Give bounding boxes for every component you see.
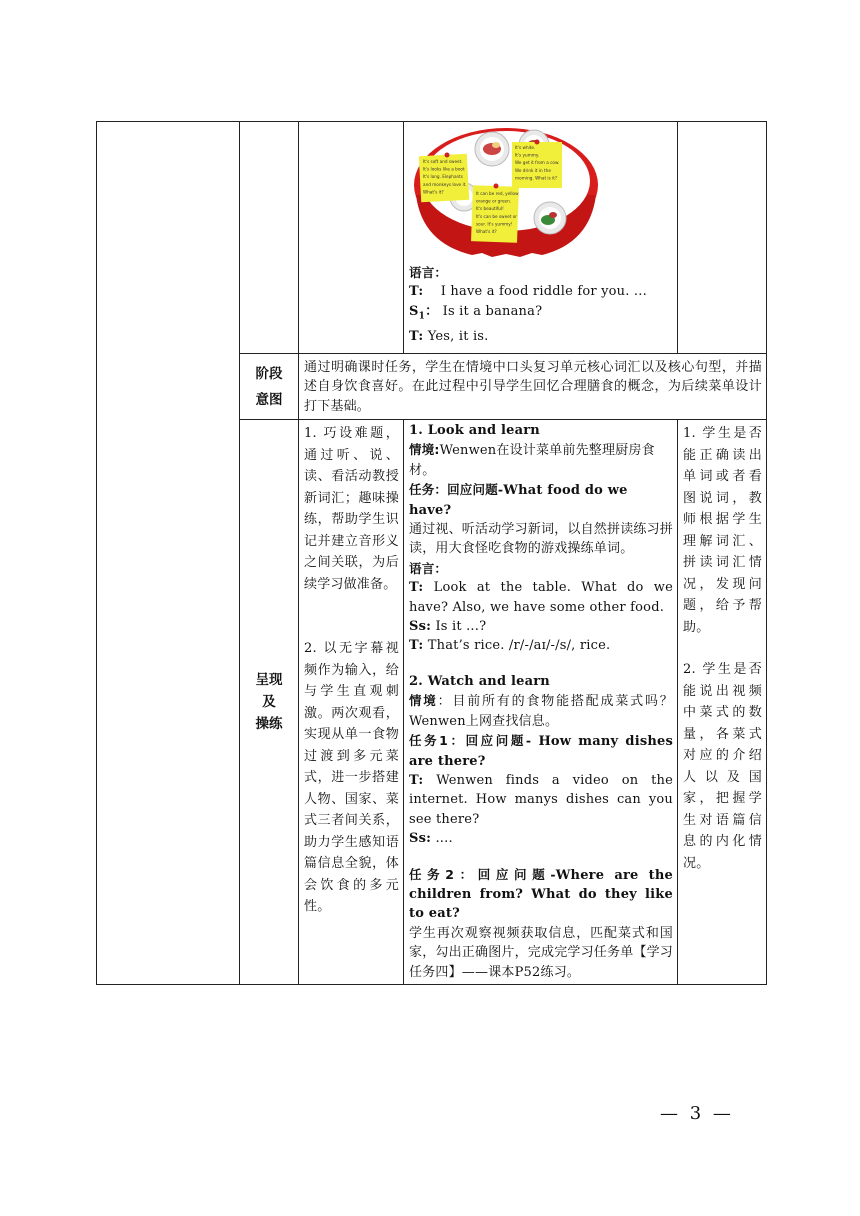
activity-2-task-1-line-2 xyxy=(409,829,673,848)
stage-intent-cell xyxy=(299,354,767,420)
activity-cell xyxy=(404,420,678,985)
riddle-note-line: It can be red, yellow xyxy=(476,191,519,196)
riddle-note-line: and monkeys love it. xyxy=(423,181,467,187)
speaker-label: T: xyxy=(409,638,424,654)
riddle-note-line: It's long. Elephants xyxy=(423,174,463,180)
evaluation-2: 2. 学生是否能说出视频中菜式的数量，各菜式对应的介绍人以及国家，把握学生对语篇信息的内化情况。 xyxy=(683,662,762,871)
stage-cell-empty xyxy=(240,122,299,354)
speech-text: That’s rice. /r/-/aɪ/-/s/, rice. xyxy=(423,638,611,654)
speaker-label: T: xyxy=(409,772,424,788)
speaker-label: Ss: xyxy=(409,619,432,635)
speaker-subscript: 1 xyxy=(418,311,426,322)
riddle-note-line: morning. What is it? xyxy=(515,175,558,181)
intent-cell-empty xyxy=(299,122,404,354)
activity-2-title: 2. Watch and learn xyxy=(409,673,550,689)
riddle-note-line: orange or green. xyxy=(476,198,512,204)
riddle-note-line: It's soft and sweet. xyxy=(423,159,463,164)
lesson-table xyxy=(96,121,767,985)
speech-text: Is it ...? xyxy=(431,619,487,635)
activity-1-task-text: 通过视、听活动学习新词，以自然拼读练习拼读，用大食怪吃食物的游戏操练单词。 xyxy=(409,522,674,557)
stage-label-line: 操练 xyxy=(255,715,283,732)
task-label: 任务：回应问题- xyxy=(409,482,504,498)
food-riddle-table-illustration xyxy=(412,125,600,259)
speaker-label: Ss: xyxy=(409,831,432,847)
language-label: 语言： xyxy=(409,265,448,280)
speech-text: Wenwen finds a video on the internet. How manys dishes can you see there? xyxy=(409,772,673,827)
design-intent-1: 1. 巧设难题，通过听、说、读、看活动教授新词汇；趣味操练，帮助学生识记并建立音形义之间关联，为后续学习做准备。 xyxy=(304,426,399,592)
speech-text: I have a food riddle for you. ... xyxy=(440,284,647,300)
task-question: How many dishes are there? xyxy=(409,734,673,769)
evaluation-cell xyxy=(678,420,767,985)
stage-intent-text: 通过明确课时任务，学生在情境中口头复习单元核心词汇以及核心句型，并描述自身饮食喜好。在此过程中引导学生回忆合理膳食的概念，为后续菜单设计打下基础。 xyxy=(304,359,762,414)
context-text: ：目前所有的食物能搭配成菜式吗？Wenwen上网查找信息。 xyxy=(409,694,673,729)
activity-2-task-1-line-1 xyxy=(409,771,673,829)
task-question: What food do we have? xyxy=(409,483,628,518)
context-text: Wenwen在设计菜单前先整理厨房食材。 xyxy=(409,443,655,478)
speaker-label: T: xyxy=(409,580,424,596)
evaluation-1: 1. 学生是否能正确读出单词或者看图说词，教师根据学生理解词汇、拼读词汇情况，发现问题，给予帮助。 xyxy=(683,426,762,635)
activity-2-context xyxy=(409,691,673,731)
stage-label-cell xyxy=(240,354,299,420)
activity-2-task-2 xyxy=(409,865,673,924)
activity-1-line-2 xyxy=(409,617,673,636)
table-row-riddle xyxy=(97,122,767,354)
stage-label-line: 意图 xyxy=(255,391,283,408)
speech-text: Is it a banana? xyxy=(442,303,543,319)
task-question: Where are the children from? What do they like to eat? xyxy=(409,867,674,922)
riddle-note-line: It's yummy. xyxy=(515,152,540,158)
riddle-note-line: It's beautiful! xyxy=(476,206,504,212)
riddle-note-line: We drink it in the xyxy=(515,167,551,173)
stage-label-cell xyxy=(240,420,299,985)
speaker-label: T: xyxy=(409,328,424,344)
riddle-note-line: It's can be sweet or xyxy=(476,213,517,219)
stage-label-line: 呈现 xyxy=(255,671,283,688)
eval-cell-empty xyxy=(678,122,767,354)
stage-label-line: 阶段 xyxy=(255,365,283,382)
design-intent-cell xyxy=(299,420,404,985)
design-intent-2: 2. 以无字幕视频作为输入，给与学生直观刺激。两次观看，实现从单一食物过渡到多元菜式，进一步搭建人物、国家、菜式三者间关系，助力学生感知语篇信息全貌，体会饮食的多元性。 xyxy=(304,641,399,914)
context-label: 情境 xyxy=(409,693,438,709)
activity-2-task-1 xyxy=(409,731,673,771)
riddle-line-2 xyxy=(409,302,673,327)
blank-column-cell xyxy=(97,122,240,985)
activity-cell-riddle xyxy=(404,122,678,354)
activity-1-line-1 xyxy=(409,578,673,617)
riddle-note-line: What's it? xyxy=(423,189,444,195)
activity-1-line-3 xyxy=(409,636,673,655)
stage-label-line: 及 xyxy=(262,693,276,710)
riddle-note-line: What's it? xyxy=(476,229,497,234)
riddle-note-line: sour. It's yummy! xyxy=(476,221,513,227)
speaker-colon: ： xyxy=(425,303,439,319)
riddle-note-line: We get it from a cow. xyxy=(515,160,560,166)
riddle-line-1 xyxy=(409,282,673,301)
context-label: 情境: xyxy=(409,442,440,458)
activity-1-task xyxy=(409,480,673,520)
riddle-note-line: It's looks like a boot xyxy=(423,166,465,172)
riddle-note-line: It's white. xyxy=(515,145,536,150)
speaker-label: T: xyxy=(409,284,424,300)
speech-text: Yes, it is. xyxy=(423,328,489,344)
activity-2-task-2-text: 学生再次观察视频获取信息，匹配菜式和国家，勾出正确图片，完成完学习任务单【学习任务四】——课本P52练习。 xyxy=(409,925,674,980)
activity-1-title: 1. Look and learn xyxy=(409,423,540,438)
speech-text: Look at the table. What do we have? Also, we have some other food. xyxy=(409,580,673,615)
activity-1-context xyxy=(409,440,673,480)
language-label: 语言： xyxy=(409,560,448,576)
speaker-label: S xyxy=(409,303,419,319)
task-label: 任务1：回应问题- xyxy=(409,733,532,749)
speech-text: .... xyxy=(431,831,453,847)
riddle-line-3 xyxy=(409,327,673,346)
task-label: 任务2：回应问题- xyxy=(409,866,556,882)
page-number: — 3 — xyxy=(660,1103,734,1124)
